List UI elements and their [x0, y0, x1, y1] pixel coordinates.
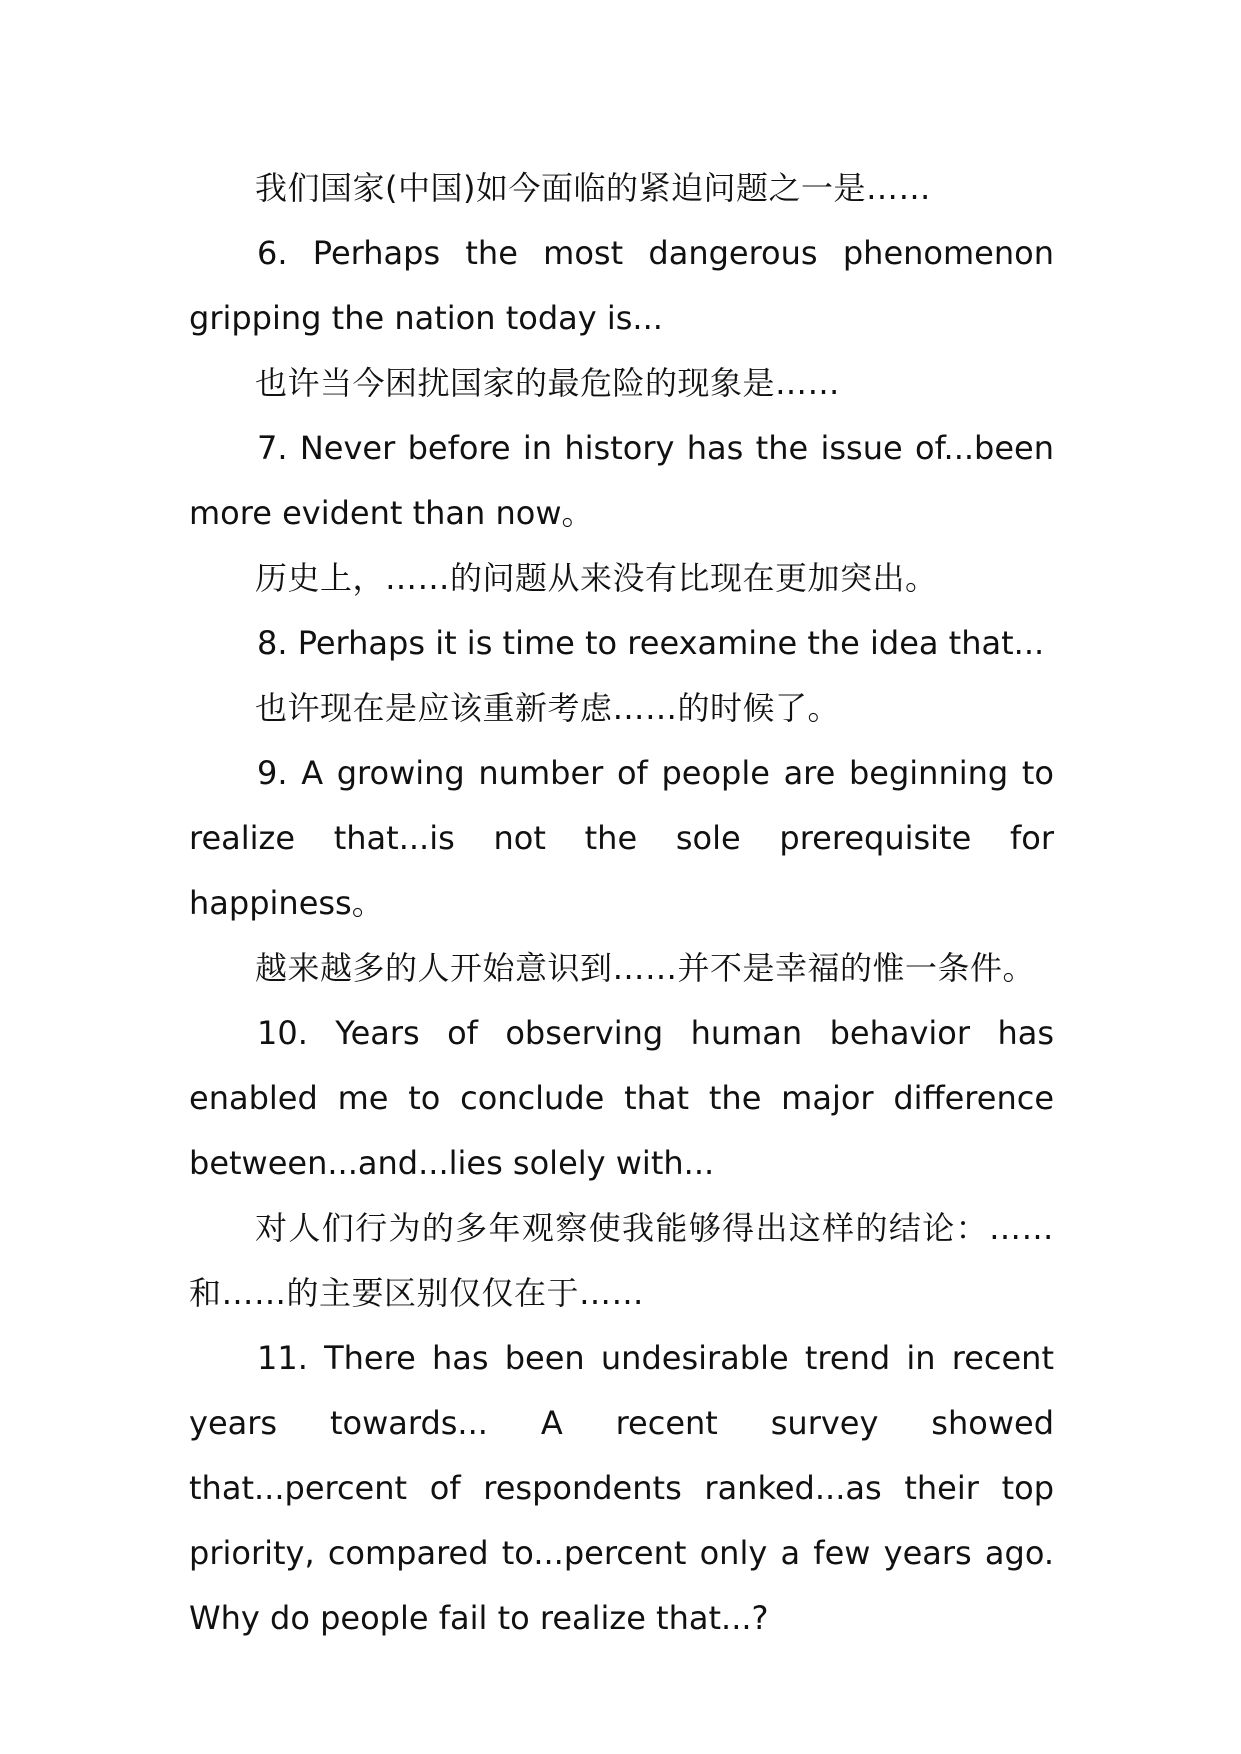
paragraph-en-11: 11. There has been undesirable trend in recent years towards... A recent survey showed that...percent of respondents ranked...as their top priority, compared to...percent only a few years ago. Why do people fail to realize that...? [189, 1339, 1054, 1637]
paragraph-en-8: 8. Perhaps it is time to reexamine the idea that... [257, 624, 1045, 662]
paragraph-en-9: 9. A growing number of people are beginning to realize that...is not the sole prerequisite for happiness。 [189, 754, 1054, 922]
paragraph-zh-8: 也许现在是应该重新考虑……的时候了。 [255, 689, 841, 727]
paragraph-en-6: 6. Perhaps the most dangerous phenomenon gripping the nation today is... [189, 234, 1054, 337]
paragraph-en-10: 10. Years of observing human behavior has enabled me to conclude that the major difference between...and...lies solely with... [189, 1014, 1054, 1182]
paragraph-zh-5: 我们国家(中国)如今面临的紧迫问题之一是…… [255, 169, 931, 207]
paragraph-zh-7: 历史上，……的问题从来没有比现在更加突出。 [255, 559, 938, 597]
paragraph-zh-6: 也许当今困扰国家的最危险的现象是…… [255, 364, 841, 402]
paragraph-zh-9: 越来越多的人开始意识到……并不是幸福的惟一条件。 [255, 949, 1036, 987]
paragraph-en-7: 7. Never before in history has the issue of...been more evident than now。 [189, 429, 1054, 532]
paragraph-zh-10: 对人们行为的多年观察使我能够得出这样的结论：……和……的主要区别仅仅在于…… [189, 1209, 1054, 1312]
document-page [189, 156, 1054, 1651]
